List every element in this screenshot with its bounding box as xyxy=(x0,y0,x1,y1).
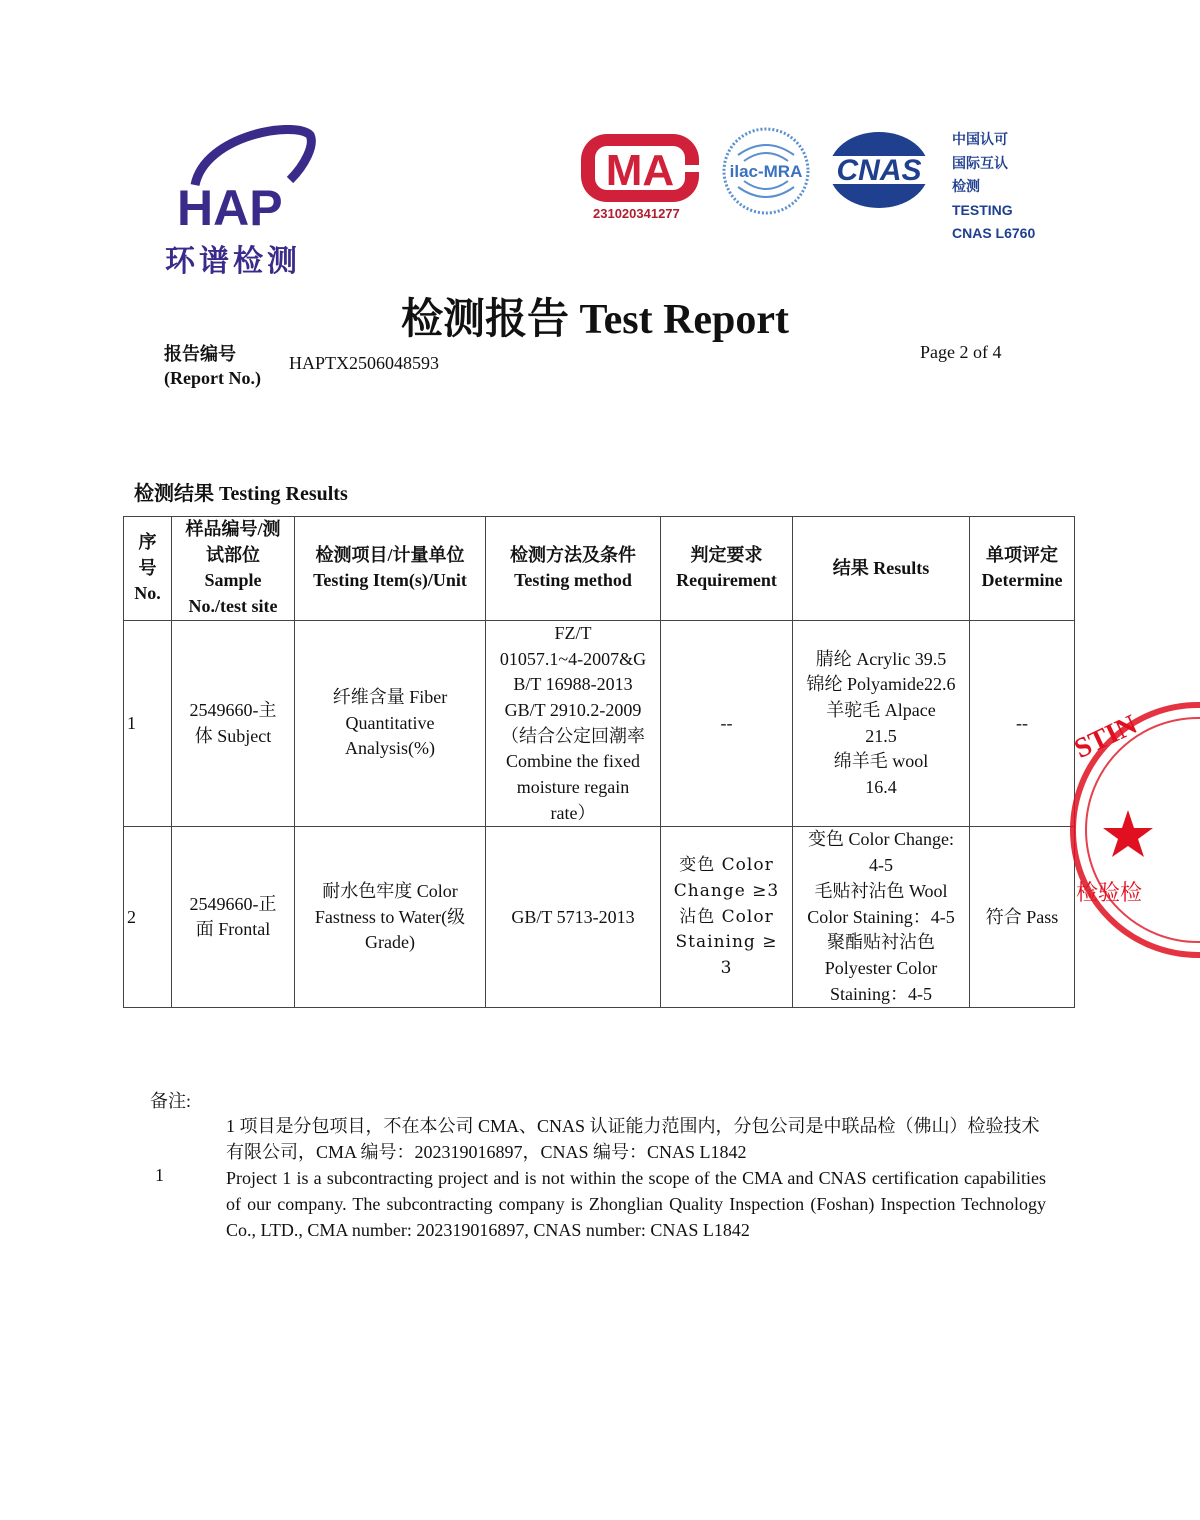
svg-text:HAP: HAP xyxy=(177,180,283,236)
official-stamp xyxy=(1068,700,1200,960)
report-no-label: 报告编号 (Report No.) xyxy=(164,344,261,388)
cma-logo xyxy=(577,130,703,205)
header-results: 结果 Results xyxy=(793,517,970,621)
header-method: 检测方法及条件 Testing method xyxy=(486,517,661,621)
report-no: HAPTX2506048593 xyxy=(289,353,440,373)
note-number: 1 xyxy=(155,1165,164,1185)
header-item: 检测项目/计量单位 Testing Item(s)/Unit xyxy=(295,517,486,621)
table-row xyxy=(124,827,1075,1008)
note-chinese: 1 项目是分包项目，不在本公司 CMA、CNAS 认证能力范围内，分包公司是中联品检（佛山）检验技术有限公司，CMA 编号：202319016897，CNAS 编号：CNAS L1842 xyxy=(226,1116,1040,1162)
header-sample: 样品编号/测 试部位 Sample No./test site xyxy=(172,517,295,621)
cell-sample: 2549660-正 面 Frontal xyxy=(172,827,295,1008)
cnas-line: 中国认可 xyxy=(952,131,1008,147)
cell-determine: -- xyxy=(970,620,1075,827)
cell-sample: 2549660-主 体 Subject xyxy=(172,620,295,827)
cnas-line: TESTING xyxy=(952,201,1013,218)
hap-logo-cn: 环谱检测 xyxy=(165,244,301,279)
cell-results: 腈纶 Acrylic 39.5 锦纶 Polyamide22.6 羊驼毛 Alpace 21.5 绵羊毛 wool 16.4 xyxy=(793,620,970,827)
cell-no: 2 xyxy=(124,827,172,1008)
cell-item: 纤维含量 Fiber Quantitative Analysis(%) xyxy=(295,620,486,827)
cnas-line: 国际互认 xyxy=(952,154,1008,171)
cnas-line: CNAS L6760 xyxy=(952,225,1036,241)
note-english: Project 1 is a subcontracting project and is not within the scope of the CMA and CNAS certification capabilities of our company. The subcontracting company is Zhonglian Quality Inspection (Foshan) Inspection Technology Co., LTD., CMA number: 202319016897, CNAS number: CNAS L1842 xyxy=(226,1168,1046,1240)
notes-label: 备注: xyxy=(150,1091,192,1111)
cell-method: GB/T 5713-2013 xyxy=(486,827,661,1008)
ilac-mra-logo xyxy=(720,125,812,217)
page-number: Page 2 of 4 xyxy=(920,342,1002,362)
svg-text:MA: MA xyxy=(605,146,675,195)
cell-requirement: -- xyxy=(661,620,793,827)
cnas-accreditation-text xyxy=(952,128,1035,246)
cell-requirement: 变色 Color Change ≥3 沾色 Color Staining ≥ 3 xyxy=(661,827,793,1008)
svg-text:ilac-MRA: ilac-MRA xyxy=(729,162,803,181)
header-no: 序 号 No. xyxy=(124,517,172,621)
cell-no: 1 xyxy=(124,620,172,827)
results-table xyxy=(123,516,1075,1008)
cell-item: 耐水色牢度 Color Fastness to Water(级 Grade) xyxy=(295,827,486,1008)
header-requirement: 判定要求 Requirement xyxy=(661,517,793,621)
cell-determine: 符合 Pass xyxy=(970,827,1075,1008)
cnas-logo xyxy=(826,130,932,210)
svg-text:STIN: STIN xyxy=(1069,709,1143,765)
cell-method: FZ/T 01057.1~4-2007&G B/T 16988-2013 GB/T 2910.2-2009 （结合公定回潮率 Combine the fixed moisture regain rate） xyxy=(486,620,661,827)
table-row xyxy=(124,620,1075,827)
page-title: 检测报告 Test Report xyxy=(400,297,790,343)
cma-number: 231020341277 xyxy=(593,206,680,221)
svg-text:检验检: 检验检 xyxy=(1076,881,1143,906)
table-header-row xyxy=(124,517,1075,621)
cell-results: 变色 Color Change: 4-5 毛贴衬沾色 Wool Color Staining：4-5 聚酯贴衬沾色 Polyester Color Staining：4-5 xyxy=(793,827,970,1008)
cnas-line: 检测 xyxy=(952,178,980,194)
svg-text:CNAS: CNAS xyxy=(836,154,922,187)
header-determine: 单项评定 Determine xyxy=(970,517,1075,621)
section-title: 检测结果 Testing Results xyxy=(134,483,348,505)
